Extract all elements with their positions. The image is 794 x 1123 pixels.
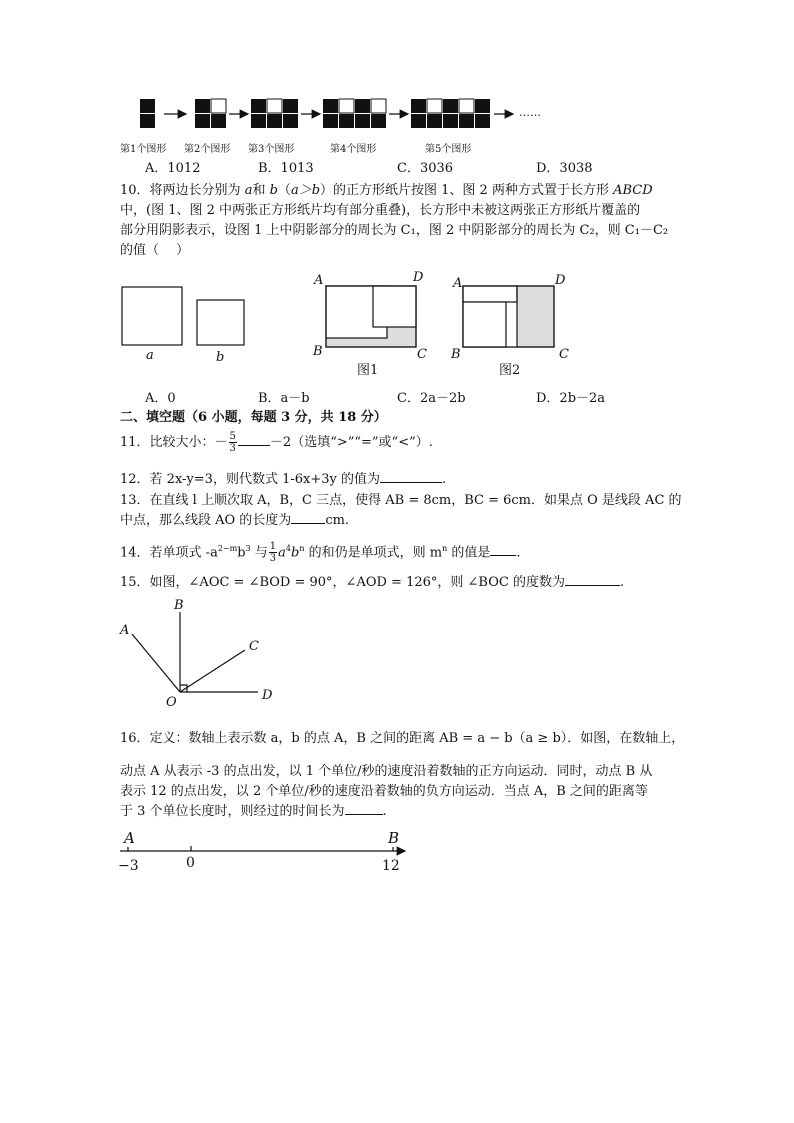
q16-line3: 表示 12 的点出发，以 2 个单位/秒的速度沿着数轴的负方向运动．当点 A，B 之间的距离等 <box>120 784 648 799</box>
answer-blank <box>238 433 270 446</box>
point-c: C <box>249 639 259 654</box>
figure-label: 第5个图形 <box>425 144 472 155</box>
option-a: A．1012 <box>145 161 201 176</box>
q13-line2: 中点，那么线段 AO 的长度为 cm. <box>120 513 350 528</box>
figure-1-diagram <box>326 286 416 347</box>
fig2-caption: 图2 <box>499 363 521 378</box>
answer-blank <box>490 543 516 556</box>
q10-line2: 中，(图 1、图 2 中两张正方形纸片均有部分重叠)，长方形中未被这两张正方形纸片覆盖的 <box>120 203 641 218</box>
q16-line2: 动点 A 从表示 -3 的点出发，以 1 个单位/秒的速度沿着数轴的正方向运动．同时，动点 B 从 <box>120 764 653 779</box>
corner-b: B <box>451 347 461 362</box>
number-line <box>120 846 405 851</box>
q12: 12．若 2x-y=3，则代数式 1-6x+3y 的值为 . <box>120 472 447 487</box>
q11: 11．比较大小：－ $\frac{5}{3}$ －2（选填“>”“=”或“<”）. <box>120 431 433 454</box>
corner-a: A <box>453 276 463 291</box>
q16-line1: 16．定义：数轴上表示数 a，b 的点 A，B 之间的距离 AB = a − b（a ≥ b）．如图，在数轴上， <box>120 731 685 746</box>
answer-blank <box>565 573 620 586</box>
option-b: B．a－b <box>258 391 310 406</box>
q14: 14．若单项式 $-a^{2-m}b^3$ 与 $\frac{1}{3}$ $a^4b^n$ 的和仍是单项式，则 $m^n$ 的值是 . <box>120 541 521 565</box>
corner-d: D <box>413 270 424 285</box>
figure-5 <box>411 99 490 128</box>
ellipsis: …… <box>519 106 541 119</box>
option-d: D．3038 <box>536 161 593 176</box>
tick-neg3: −3 <box>118 858 139 874</box>
tick-0: 0 <box>186 855 195 871</box>
q16-line4: 于 3 个单位长度时，则经过的时间长为 . <box>120 804 387 819</box>
answer-blank <box>380 470 442 483</box>
point-a: A <box>120 623 130 638</box>
corner-a: A <box>314 273 324 288</box>
option-c: C．3036 <box>397 161 454 176</box>
figure-label: 第1个图形 <box>120 144 167 155</box>
figure-label: 第2个图形 <box>184 144 231 155</box>
square-b <box>197 300 244 345</box>
corner-c: C <box>559 347 569 362</box>
option-d: D．2b－2a <box>536 391 606 406</box>
label-a: a <box>146 348 154 363</box>
axis-label-a: A <box>124 829 135 847</box>
figure-2-diagram <box>463 286 554 347</box>
section-heading: 二、填空题（6 小题，每题 3 分，共 18 分） <box>120 410 387 425</box>
option-a: A．0 <box>145 391 176 406</box>
q13-line1: 13．在直线 l 上顺次取 A，B，C 三点，使得 AB = 8cm，BC = 6cm．如果点 O 是线段 AC 的 <box>120 493 682 508</box>
figure-label: 第3个图形 <box>248 144 295 155</box>
tick-12: 12 <box>382 858 400 874</box>
corner-b: B <box>313 344 323 359</box>
option-b: B．1013 <box>258 161 314 176</box>
option-c: C．2a－2b <box>397 391 466 406</box>
figure-2 <box>195 99 226 128</box>
figure-4 <box>323 99 386 128</box>
q10-line4: 的值（ ） <box>120 243 190 258</box>
angle-figure <box>132 612 258 692</box>
corner-c: C <box>417 347 427 362</box>
figure-1 <box>140 99 155 128</box>
point-o: O <box>166 695 177 710</box>
q15: 15．如图，∠AOC = ∠BOD = 90°，∠AOD = 126°，则 ∠BOC 的度数为 . <box>120 575 625 590</box>
q10-line1: 10．将两边长分别为 a和 b（a＞b）的正方形纸片按图 1、图 2 两种方式置于长方形 ABCD <box>120 183 653 198</box>
answer-blank <box>345 802 383 815</box>
fig1-caption: 图1 <box>357 363 379 378</box>
corner-d: D <box>555 273 566 288</box>
figure-3 <box>251 99 298 128</box>
figure-label: 第4个图形 <box>330 144 377 155</box>
answer-blank <box>291 511 325 524</box>
label-b: b <box>216 350 225 365</box>
q10-line3: 部分用阴影表示，设图 1 上中阴影部分的周长为 C₁，图 2 中阴影部分的周长为 C₂，则 C₁－C₂ <box>120 223 669 238</box>
square-a <box>122 287 182 345</box>
axis-label-b: B <box>388 829 400 847</box>
point-b: B <box>174 598 184 613</box>
point-d: D <box>262 688 273 703</box>
